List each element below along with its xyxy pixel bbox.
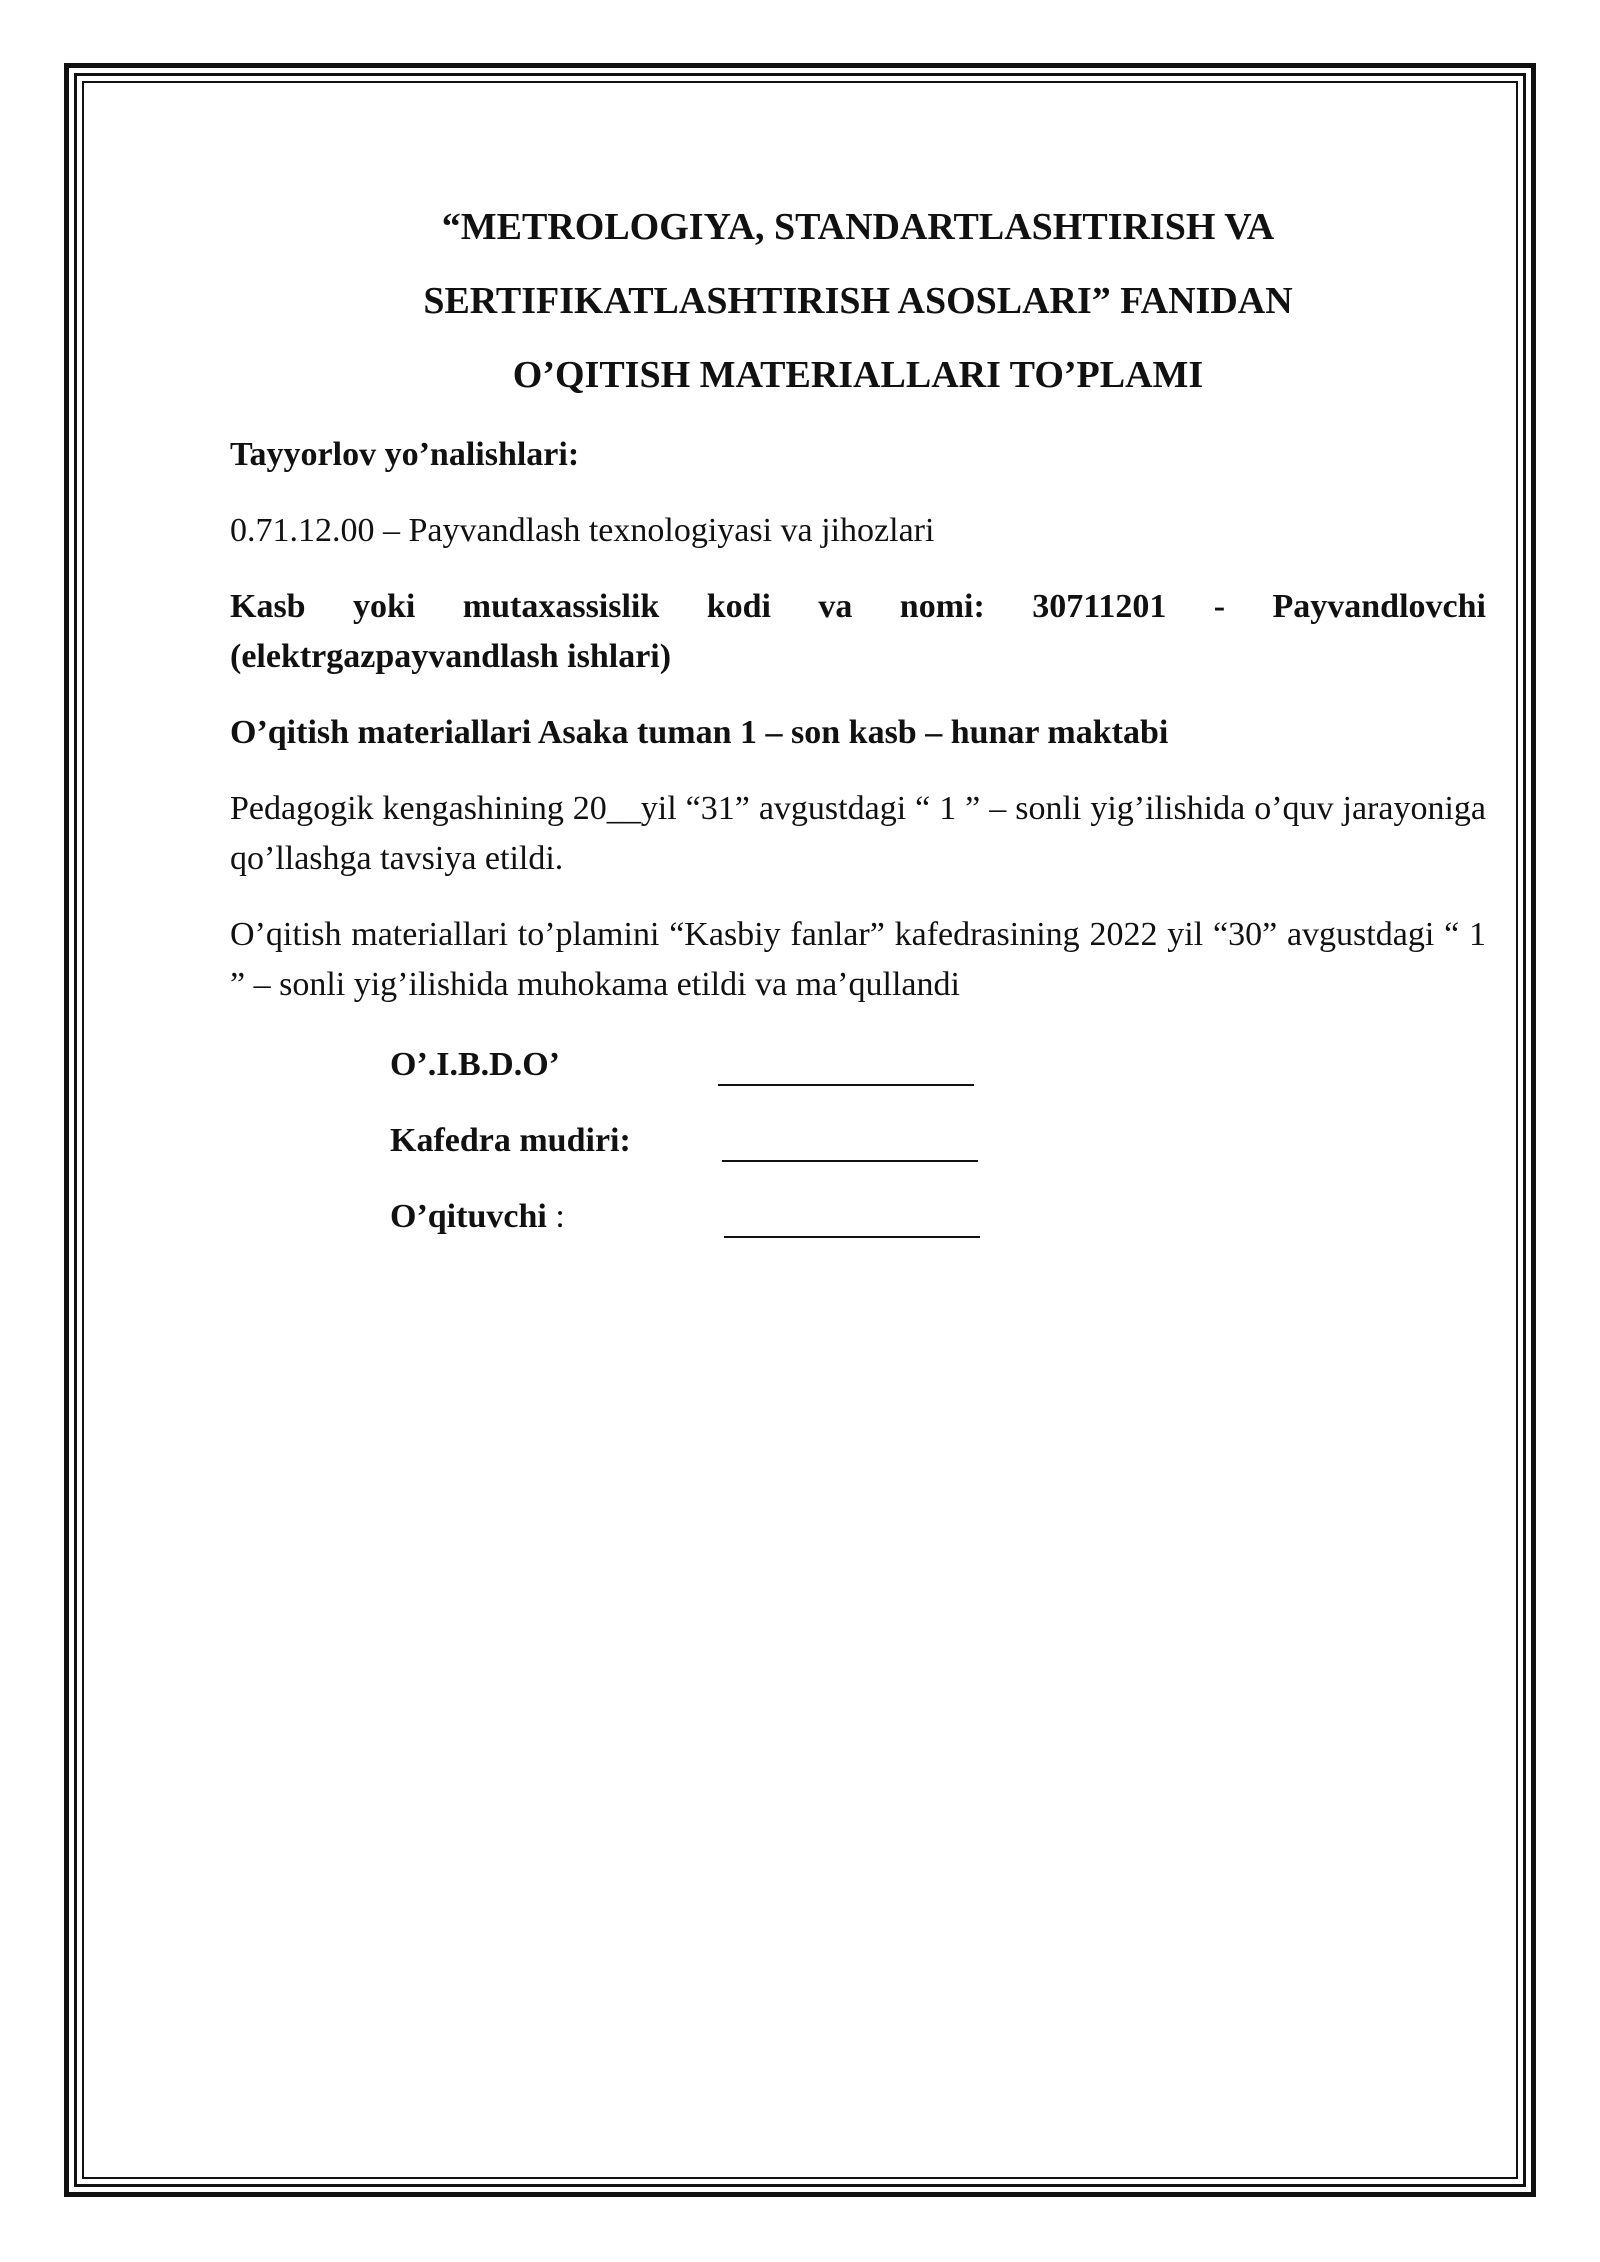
title-line-2: SERTIFIKATLASHTIRISH ASOSLARI” FANIDAN (423, 280, 1293, 322)
title-line-3: O’QITISH MATERIALLARI TO’PLAMI (512, 354, 1204, 396)
signature-label-text: O’qituvchi (390, 1198, 547, 1235)
profession-code: Kasb yoki mutaxassislik kodi va nomi: 30711201 - Payvandlovchi (elektrgazpayvandlash ishlari) (230, 588, 1486, 675)
signature-label-suffix: : (546, 1198, 565, 1235)
signature-label-oqituvchi (390, 1192, 565, 1242)
signature-label-kafedra: Kafedra mudiri: (390, 1122, 631, 1159)
signature-label-oibdo: O’.I.B.D.O’ (390, 1046, 560, 1083)
council-note: Pedagogik kengashining 20__yil “31” avgustdagi “ 1 ” – sonli yig’ilishida o’quv jarayoniga qo’llashga tavsiya etildi. (230, 790, 1486, 877)
document-title (230, 190, 1486, 412)
document-body (230, 190, 1486, 1268)
signature-row-kafedra (230, 1116, 1486, 1192)
signature-line (722, 1160, 978, 1162)
school-name: O’qitish materiallari Asaka tuman 1 – son kasb – hunar maktabi (230, 714, 1169, 751)
signature-row-oibdo (230, 1040, 1486, 1116)
department-note: O’qitish materiallari to’plamini “Kasbiy fanlar” kafedrasining 2022 yil “30” avgustdagi “ 1 ” – sonli yig’ilishida muhokama etildi va ma’qullandi (230, 916, 1486, 1003)
signature-line (718, 1084, 974, 1086)
signature-line (724, 1236, 980, 1238)
signature-block (230, 1040, 1486, 1268)
title-line-1: “METROLOGIYA, STANDARTLASHTIRISH VA (441, 206, 1275, 248)
direction-item: 0.71.12.00 – Payvandlash texnologiyasi va jihozlari (230, 512, 935, 549)
signature-row-oqituvchi (230, 1192, 1486, 1268)
directions-heading: Tayyorlov yo’nalishlari: (230, 436, 580, 473)
